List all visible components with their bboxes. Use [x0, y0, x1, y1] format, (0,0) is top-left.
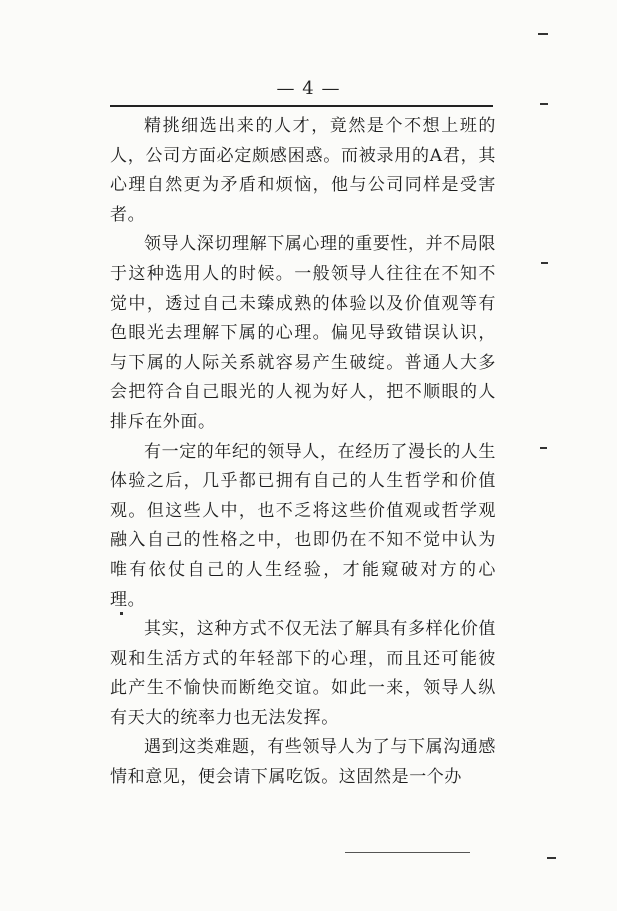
- paragraph-2: 领导人深切理解下属心理的重要性，并不局限于这种选用人的时候。一般领导人往往在不知不觉中，透过自己未臻成熟的体验以及价值观等有色眼光去理解下属的心理。偏见导致错误认识，与下属的人际关系就容易产生破绽。普通人大多会把符合自己眼光的人视为好人，把不顺眼的人排斥在外面。: [110, 234, 496, 432]
- paragraph-3: 有一定的年纪的领导人，在经历了漫长的人生体验之后，几乎都已拥有自己的人生哲学和价值观。但这些人中，也不乏将这些价值观或哲学观融入自己的性格之中，也即仍在不知不觉中认为唯有依仗自己的人生经验，才能窥破对方的心理。: [110, 441, 496, 610]
- paragraph-5: 遇到这类难题，有些领导人为了与下属沟通感情和意见，便会请下属吃饭。这固然是一个办: [110, 737, 496, 788]
- scan-mark: [540, 447, 547, 449]
- scan-mark: [541, 262, 548, 264]
- footer-rule: [345, 852, 470, 853]
- scan-mark: [540, 103, 548, 105]
- paragraph-1: 精挑细选出来的人才，竟然是个不想上班的人，公司方面必定颇感困惑。而被录用的A君，其心理自然更为矛盾和烦恼，他与公司同样是受害者。: [110, 116, 496, 225]
- scan-mark: [120, 612, 123, 615]
- scan-mark: [547, 857, 556, 859]
- paragraph-4: 其实，这种方式不仅无法了解具有多样化价值观和生活方式的年轻部下的心理，而且还可能彼此产生不愉快而断绝交谊。如此一来，领导人纵有天大的统率力也无法发挥。: [110, 619, 496, 728]
- header-rule: [110, 105, 493, 107]
- scan-mark: [538, 33, 548, 35]
- page-number: — 4 —: [276, 78, 341, 99]
- body-text: [110, 112, 496, 793]
